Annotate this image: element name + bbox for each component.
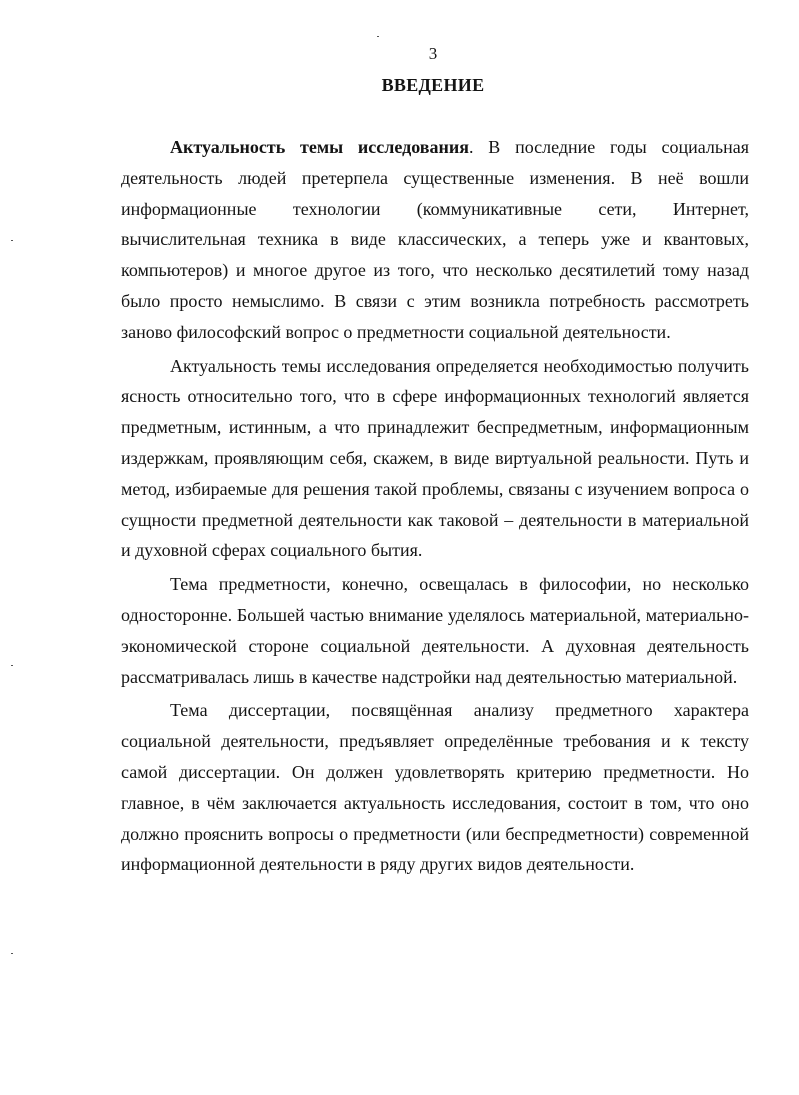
paragraph-4: Тема диссертации, посвящённая анализу предметного характера социальной деятельности, предъявляет определённые требования и к тексту самой диссертации. Он должен удовлетворять критерию предметности. Но главное, в чём заключается актуальность исследования, состоит в том, что оно должно прояснить вопросы о предметности (или беспредметности) современной информационной деятельности в ряду других видов деятельности. — [121, 700, 749, 875]
paragraph-1-text: . В последние годы социальная деятельность людей претерпела существенные изменения. В неё вошли информационные технологии (коммуникативные сети, Интернет, вычислительная техника в виде классических, а теперь уже и квантовых, компьютеров) и многое другое из того, что несколько десятилетий тому назад было просто немыслимо. В связи с этим возникла потребность рассмотреть заново философский вопрос о предметности социальной деятельности. — [121, 137, 750, 342]
body-text — [121, 132, 749, 880]
paragraph-1-lead: Актуальность темы исследования — [170, 137, 469, 157]
scan-speck — [377, 36, 379, 37]
paragraph-1 — [121, 132, 749, 348]
paragraph-3: Тема предметности, конечно, освещалась в философии, но несколько односторонне. Большей частью внимание уделялось материальной, материально-экономической стороне социальной деятельности. А духовная деятельность рассматривалась лишь в качестве надстройки над деятельностью материальной. — [121, 574, 749, 687]
scan-speck — [11, 665, 13, 666]
scan-speck — [11, 240, 13, 241]
paragraph-2: Актуальность темы исследования определяется необходимостью получить ясность относительно того, что в сфере информационных технологий является предметным, истинным, а что принадлежит беспредметным, информационным издержкам, проявляющим себя, скажем, в виде виртуальной реальности. Путь и метод, избираемые для решения такой проблемы, связаны с изучением вопроса о сущности предметной деятельности как таковой – деятельности в материальной и духовной сферах социального бытия. — [121, 355, 749, 561]
section-title: ВВЕДЕНИЕ — [381, 75, 485, 95]
scan-speck — [11, 953, 13, 954]
page-number: 3 — [428, 44, 438, 63]
